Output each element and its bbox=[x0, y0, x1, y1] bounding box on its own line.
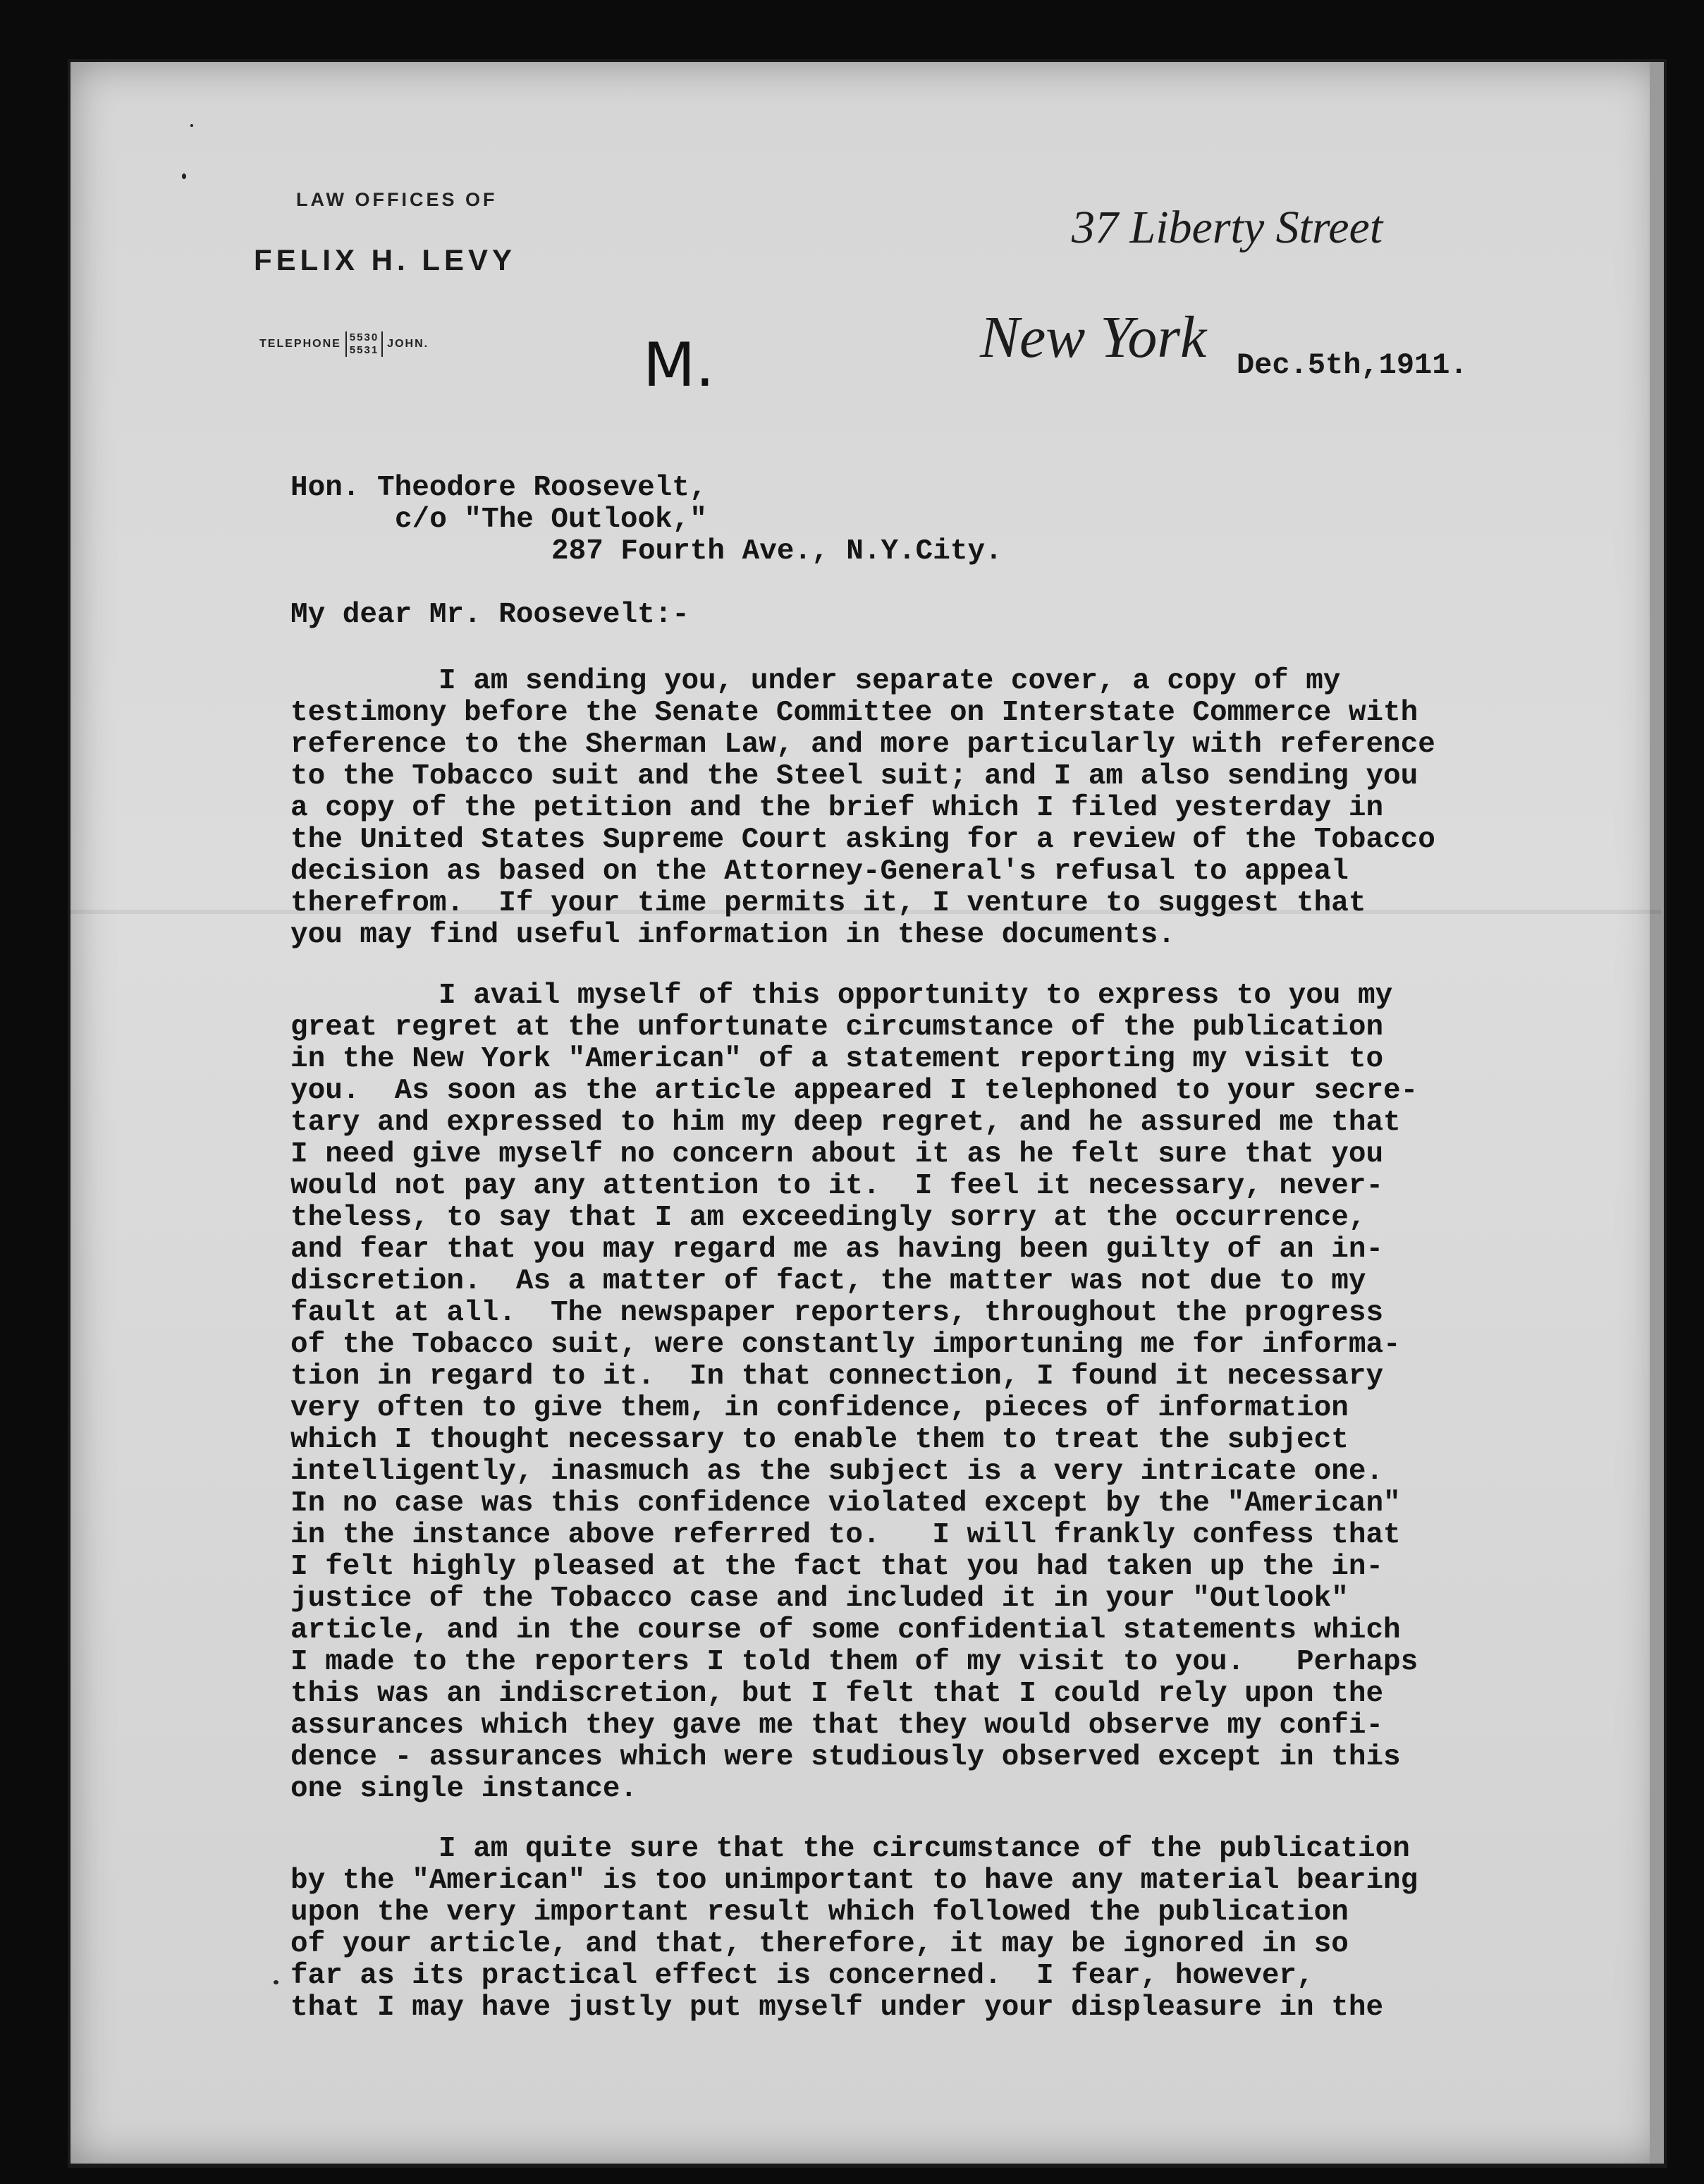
scan-speck bbox=[274, 1980, 278, 1984]
handwritten-mark: M. bbox=[643, 330, 715, 401]
paragraph-line: I am quite sure that the circumstance of the publication bbox=[439, 1833, 1410, 1865]
paragraph-line: testimony before the Senate Committee on Interstate Commerce with bbox=[290, 697, 1418, 729]
address-line-3: 287 Fourth Ave., N.Y.City. bbox=[551, 535, 1003, 568]
address-line-1: Hon. Theodore Roosevelt, bbox=[290, 472, 707, 504]
letterhead-street: 37 Liberty Street bbox=[1072, 202, 1383, 253]
paragraph-line: would not pay any attention to it. I feel it necessary, never- bbox=[290, 1170, 1384, 1202]
scan-speck bbox=[182, 173, 186, 179]
paragraph-line: article, and in the course of some confidential statements which bbox=[290, 1614, 1401, 1647]
letterhead-city: New York bbox=[980, 305, 1207, 370]
paragraph-line: assurances which they gave me that they would observe my confi- bbox=[290, 1709, 1384, 1742]
telephone-number-1: 5530 bbox=[349, 331, 379, 343]
scan-speck bbox=[190, 124, 193, 127]
telephone-numbers bbox=[345, 331, 383, 357]
paragraph-line: in the New York "American" of a statement reporting my visit to bbox=[290, 1043, 1384, 1075]
paragraph-line: tion in regard to it. In that connection, I found it necessary bbox=[290, 1360, 1384, 1393]
letter-date: Dec.5th,1911. bbox=[1237, 348, 1468, 382]
telephone-number-2: 5531 bbox=[349, 344, 379, 356]
paragraph-line: by the "American" is too unimportant to have any material bearing bbox=[290, 1865, 1418, 1897]
paragraph-line: one single instance. bbox=[290, 1773, 638, 1805]
paragraph-2 bbox=[290, 980, 1552, 1805]
paragraph-line: that I may have justly put myself under your displeasure in the bbox=[290, 1991, 1384, 2024]
paragraph-line: In no case was this confidence violated except by the "American" bbox=[290, 1487, 1401, 1520]
paragraph-line: you. As soon as the article appeared I telephoned to your secre- bbox=[290, 1075, 1418, 1107]
address-line-2: c/o "The Outlook," bbox=[395, 504, 707, 536]
letterhead-law-offices: LAW OFFICES OF bbox=[296, 189, 498, 210]
paragraph-3 bbox=[290, 1834, 1552, 2024]
letterhead-telephone bbox=[259, 331, 429, 357]
paragraph-line: to the Tobacco suit and the Steel suit; and I am also sending you bbox=[290, 760, 1418, 793]
paragraph-line: I am sending you, under separate cover, a copy of my bbox=[439, 665, 1341, 697]
paragraph-line: reference to the Sherman Law, and more particularly with reference bbox=[290, 728, 1435, 761]
paragraph-line: decision as based on the Attorney-General's refusal to appeal bbox=[290, 855, 1349, 888]
paragraph-line: upon the very important result which followed the publication bbox=[290, 1896, 1349, 1929]
page-edge bbox=[1650, 62, 1664, 2164]
paragraph-line: I avail myself of this opportunity to express to you my bbox=[439, 980, 1393, 1012]
paragraph-line: theless, to say that I am exceedingly sorry at the occurrence, bbox=[290, 1202, 1366, 1234]
paragraph-line: justice of the Tobacco case and included it in your "Outlook" bbox=[290, 1582, 1349, 1615]
telephone-exchange: JOHN. bbox=[387, 338, 429, 350]
paragraph-line: a copy of the petition and the brief which I filed yesterday in bbox=[290, 792, 1384, 824]
paragraph-line: of the Tobacco suit, were constantly importuning me for informa- bbox=[290, 1329, 1401, 1361]
salutation: My dear Mr. Roosevelt:- bbox=[290, 599, 689, 631]
paragraph-line: fault at all. The newspaper reporters, throughout the progress bbox=[290, 1297, 1384, 1329]
telephone-label: TELEPHONE bbox=[259, 338, 341, 350]
paragraph-line: I made to the reporters I told them of my visit to you. Perhaps bbox=[290, 1646, 1418, 1678]
paragraph-line: tary and expressed to him my deep regret, and he assured me that bbox=[290, 1106, 1401, 1139]
paragraph-line: very often to give them, in confidence, pieces of information bbox=[290, 1392, 1349, 1425]
paragraph-line: discretion. As a matter of fact, the matter was not due to my bbox=[290, 1265, 1366, 1298]
paragraph-line: in the instance above referred to. I will frankly confess that bbox=[290, 1519, 1401, 1551]
paragraph-line: therefrom. If your time permits it, I venture to suggest that bbox=[290, 887, 1366, 920]
paragraph-line: you may find useful information in these documents. bbox=[290, 919, 1175, 951]
paragraph-1 bbox=[290, 666, 1552, 951]
paragraph-line: of your article, and that, therefore, it may be ignored in so bbox=[290, 1928, 1349, 1960]
letterhead-name: FELIX H. LEVY bbox=[254, 243, 517, 276]
paragraph-line: which I thought necessary to enable them to treat the subject bbox=[290, 1424, 1349, 1456]
paragraph-line: intelligently, inasmuch as the subject is a very intricate one. bbox=[290, 1456, 1384, 1488]
paragraph-line: I felt highly pleased at the fact that you had taken up the in- bbox=[290, 1551, 1384, 1583]
paragraph-line: far as its practical effect is concerned. I fear, however, bbox=[290, 1960, 1314, 1992]
paragraph-line: dence - assurances which were studiously observed except in this bbox=[290, 1741, 1401, 1774]
paragraph-line: great regret at the unfortunate circumstance of the publication bbox=[290, 1011, 1384, 1044]
paragraph-line: and fear that you may regard me as having been guilty of an in- bbox=[290, 1233, 1384, 1266]
paragraph-line: this was an indiscretion, but I felt that I could rely upon the bbox=[290, 1678, 1384, 1710]
paragraph-line: the United States Supreme Court asking for a review of the Tobacco bbox=[290, 824, 1435, 856]
paragraph-line: I need give myself no concern about it as he felt sure that you bbox=[290, 1138, 1384, 1171]
recipient-address bbox=[290, 472, 1552, 568]
